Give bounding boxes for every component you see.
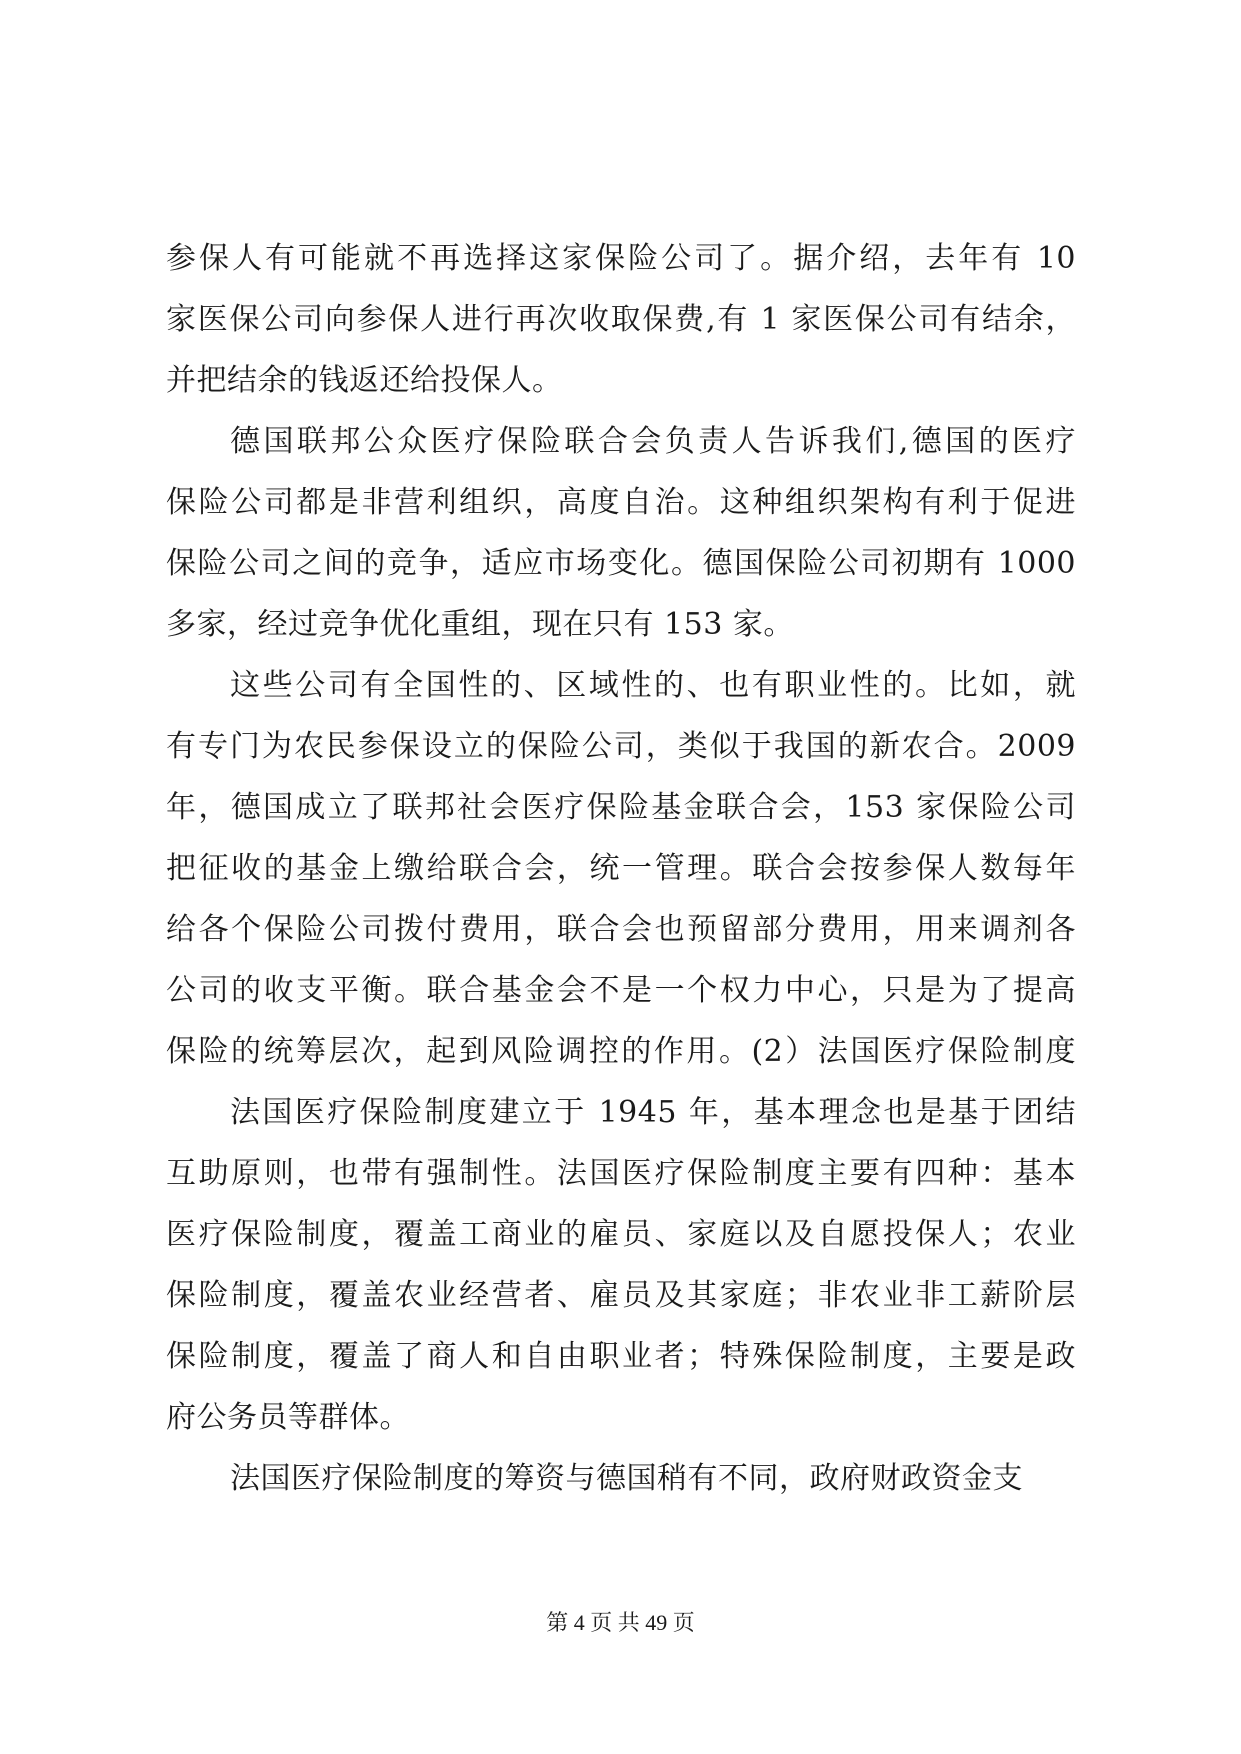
text-line: 保险公司之间的竞争，适应市场变化。德国保险公司初期有 1000 bbox=[166, 546, 1076, 581]
paragraph bbox=[166, 1448, 1076, 1509]
text-line: 法国医疗保险制度建立于 1945 年，基本理念也是基于团结 bbox=[230, 1095, 1076, 1130]
text-line: 互助原则，也带有强制性。法国医疗保险制度主要有四种：基本 bbox=[166, 1156, 1076, 1191]
text-line: 保险的统筹层次，起到风险调控的作用。(2）法国医疗保险制度 bbox=[166, 1034, 1076, 1069]
text-line: 年，德国成立了联邦社会医疗保险基金联合会，153 家保险公司 bbox=[166, 790, 1076, 825]
paragraph bbox=[166, 411, 1076, 655]
paragraph bbox=[166, 1082, 1076, 1448]
text-line: 德国联邦公众医疗保险联合会负责人告诉我们,德国的医疗 bbox=[230, 424, 1076, 459]
text-line: 公司的收支平衡。联合基金会不是一个权力中心，只是为了提高 bbox=[166, 973, 1076, 1008]
text-line: 这些公司有全国性的、区域性的、也有职业性的。比如，就 bbox=[230, 668, 1076, 703]
text-line: 有专门为农民参保设立的保险公司，类似于我国的新农合。2009 bbox=[166, 729, 1076, 764]
text-line: 医疗保险制度，覆盖工商业的雇员、家庭以及自愿投保人；农业 bbox=[166, 1217, 1076, 1252]
body-text bbox=[166, 228, 1076, 1509]
paragraph bbox=[166, 228, 1076, 411]
text-line: 给各个保险公司拨付费用，联合会也预留部分费用，用来调剂各 bbox=[166, 912, 1076, 947]
text-line: 参保人有可能就不再选择这家保险公司了。据介绍，去年有 10 bbox=[166, 241, 1076, 276]
text-line: 府公务员等群体。 bbox=[166, 1400, 410, 1435]
text-line: 家医保公司向参保人进行再次收取保费,有 1 家医保公司有结余， bbox=[166, 302, 1076, 337]
text-line: 保险制度，覆盖了商人和自由职业者；特殊保险制度，主要是政 bbox=[166, 1339, 1076, 1374]
text-line: 把征收的基金上缴给联合会，统一管理。联合会按参保人数每年 bbox=[166, 851, 1076, 886]
text-line: 多家，经过竞争优化重组，现在只有 153 家。 bbox=[166, 607, 794, 642]
text-line: 保险制度，覆盖农业经营者、雇员及其家庭；非农业非工薪阶层 bbox=[166, 1278, 1076, 1313]
text-line: 并把结余的钱返还给投保人。 bbox=[166, 363, 563, 398]
text-line: 法国医疗保险制度的筹资与德国稍有不同，政府财政资金支 bbox=[230, 1461, 1023, 1496]
text-line: 保险公司都是非营利组织，高度自治。这种组织架构有利于促进 bbox=[166, 485, 1076, 520]
page-number-footer: 第 4 页 共 49 页 bbox=[546, 1610, 695, 1635]
paragraph bbox=[166, 655, 1076, 1082]
